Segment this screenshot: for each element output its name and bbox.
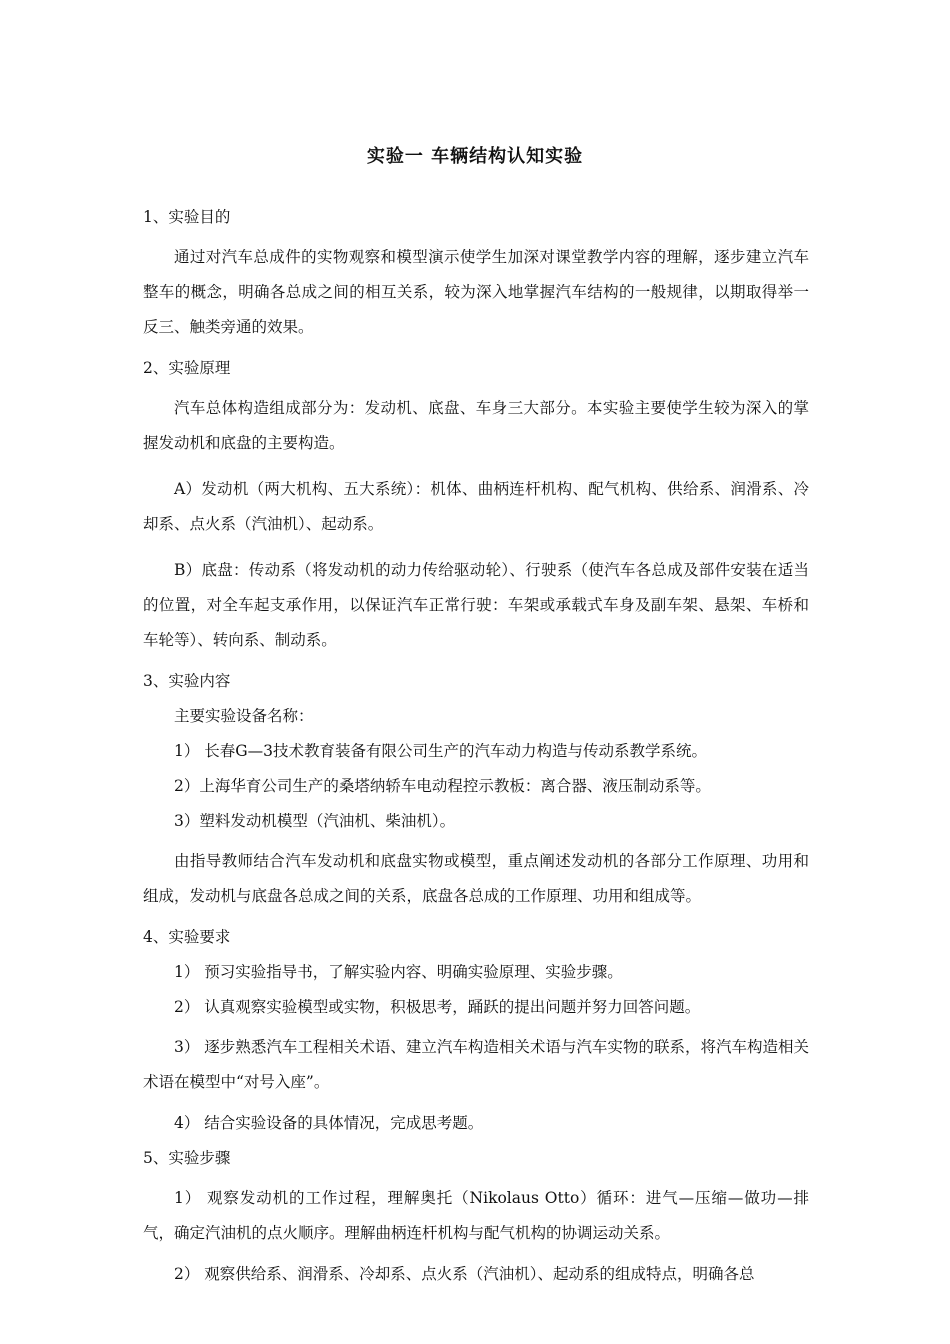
paragraph: A）发动机（两大机构、五大系统）：机体、曲柄连杆机构、配气机构、供给系、润滑系、冷却系、点火系（汽油机）、起动系。 — [143, 480, 809, 533]
list-item: 2） 认真观察实验模型或实物，积极思考，踊跃的提出问题并努力回答问题。 — [174, 998, 701, 1016]
paragraph: 主要实验设备名称： — [174, 707, 314, 725]
page-title: 实验一 车辆结构认知实验 — [366, 146, 584, 167]
document-body — [143, 205, 809, 1297]
list-item: 1） 观察发动机的工作过程，理解奥托（Nikolaus Otto）循环：进气—压缩—做功—排气，确定汽油机的点火顺序。理解曲柄连杆机构与配气机构的协调运动关系。 — [143, 1189, 809, 1242]
section-heading-purpose: 1、实验目的 — [143, 208, 231, 226]
section-heading-steps: 5、实验步骤 — [143, 1149, 231, 1167]
section-heading-principle: 2、实验原理 — [143, 359, 231, 377]
list-item: 3） 逐步熟悉汽车工程相关术语、建立汽车构造相关术语与汽车实物的联系，将汽车构造相关术语在模型中“对号入座”。 — [143, 1038, 809, 1091]
paragraph: 汽车总体构造组成部分为：发动机、底盘、车身三大部分。本实验主要使学生较为深入的掌握发动机和底盘的主要构造。 — [143, 399, 809, 452]
list-item: 4） 结合实验设备的具体情况，完成思考题。 — [174, 1114, 484, 1132]
paragraph: B）底盘：传动系（将发动机的动力传给驱动轮）、行驶系（使汽车各总成及部件安装在适当的位置，对全车起支承作用，以保证汽车正常行驶：车架或承载式车身及副车架、悬架、车桥和车轮等）、转向系、制动系。 — [143, 561, 809, 649]
list-item: 2） 观察供给系、润滑系、冷却系、点火系（汽油机）、起动系的组成特点，明确各总 — [174, 1265, 755, 1283]
section-heading-requirements: 4、实验要求 — [143, 928, 231, 946]
paragraph: 通过对汽车总成件的实物观察和模型演示使学生加深对课堂教学内容的理解，逐步建立汽车整车的概念，明确各总成之间的相互关系，较为深入地掌握汽车结构的一般规律，以期取得举一反三、触类旁通的效果。 — [143, 248, 809, 336]
list-item: 2）上海华育公司生产的桑塔纳轿车电动程控示教板：离合器、液压制动系等。 — [174, 777, 711, 795]
section-heading-content: 3、实验内容 — [143, 672, 231, 690]
list-item: 1） 长春G—3技术教育装备有限公司生产的汽车动力构造与传动系教学系统。 — [174, 742, 708, 760]
paragraph: 由指导教师结合汽车发动机和底盘实物或模型，重点阐述发动机的各部分工作原理、功用和组成，发动机与底盘各总成之间的关系，底盘各总成的工作原理、功用和组成等。 — [143, 852, 809, 905]
list-item: 3）塑料发动机模型（汽油机、柴油机）。 — [174, 812, 456, 830]
list-item: 1） 预习实验指导书，了解实验内容、明确实验原理、实验步骤。 — [174, 963, 623, 981]
